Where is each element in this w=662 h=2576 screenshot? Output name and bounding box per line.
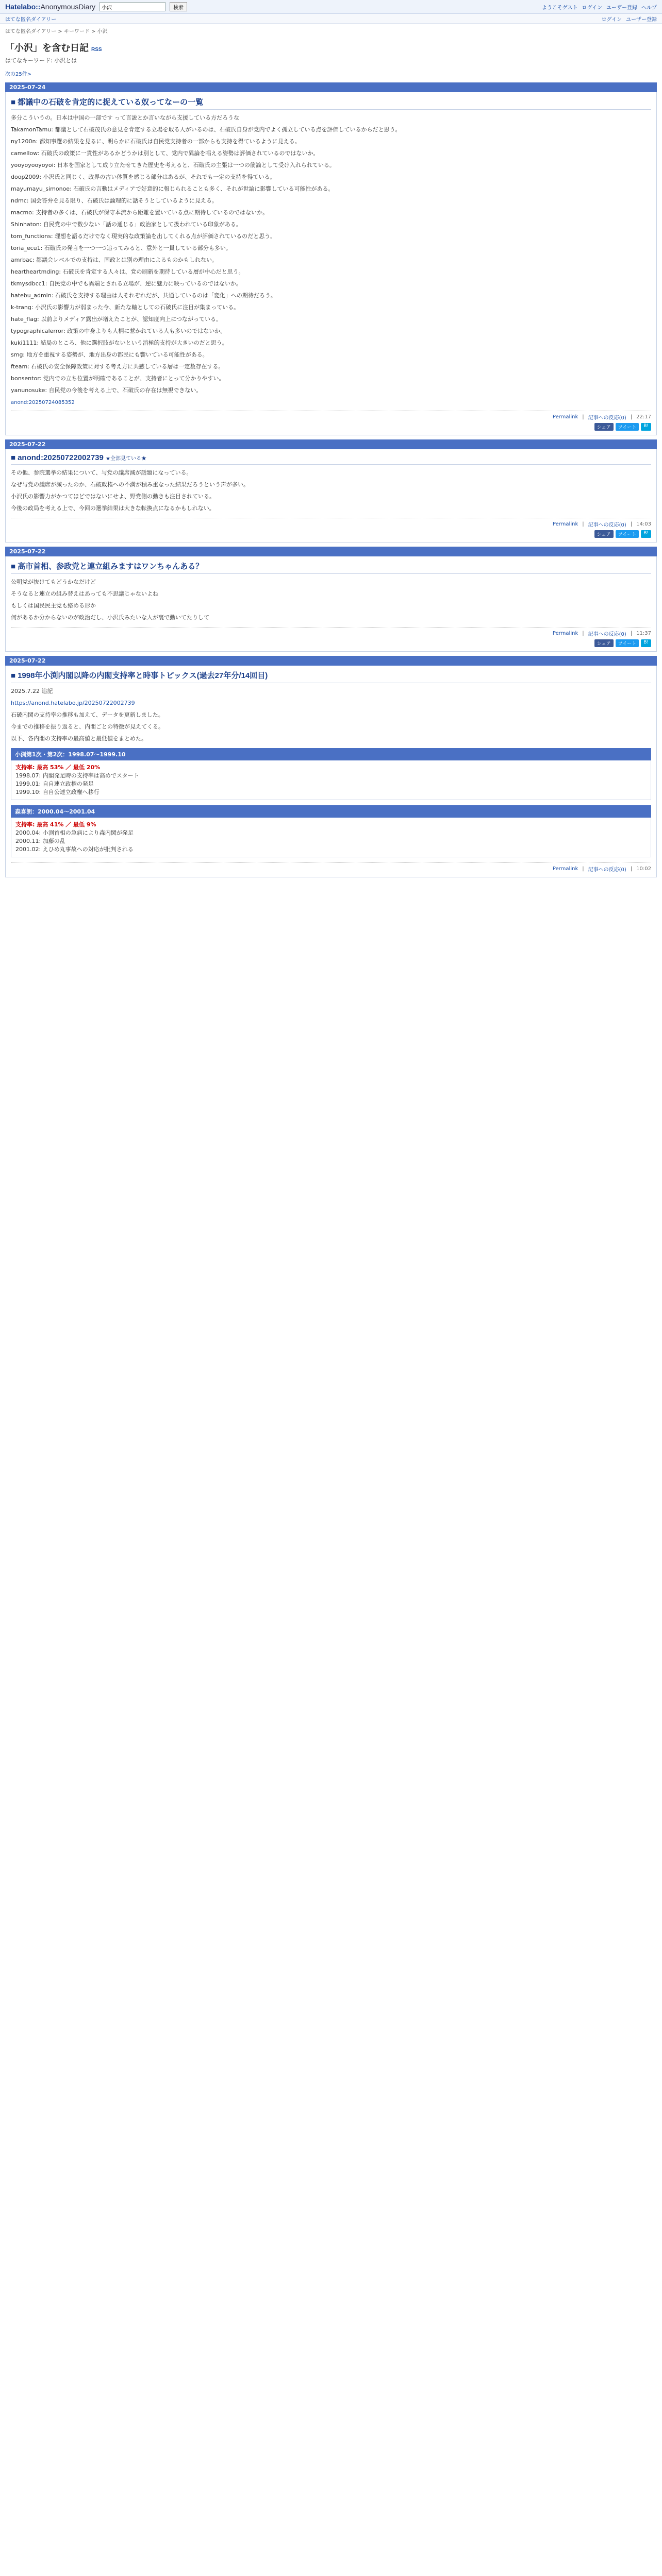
entry-link[interactable]: https://anond.hatelabo.jp/20250722002739 bbox=[11, 700, 135, 706]
reactions-link[interactable]: 記事への反応(0) bbox=[588, 867, 626, 873]
list-item: 1998.07: 内閣発足時の支持率は高めでスタート bbox=[15, 772, 139, 779]
date-header: 2025-07-22 bbox=[5, 656, 657, 666]
subbar-register-link[interactable]: ユーザー登録 bbox=[626, 16, 657, 23]
cabinet-note bbox=[11, 818, 651, 857]
paragraph: なぜ与党の議席が減ったのか、石破政権への不満が積み重なった結果だろうという声が多い。 bbox=[11, 481, 249, 488]
entry-body bbox=[11, 687, 651, 743]
page-title: 「小沢」を含む日記 RSS bbox=[5, 43, 102, 53]
paragraph: 今までの推移を振り返ると、内閣ごとの特徴が見えてくる。 bbox=[11, 723, 164, 730]
entry-footer: Permalink | 記事への反応(0) | 10:02 bbox=[11, 862, 651, 873]
tweet-button[interactable]: ツイート bbox=[616, 639, 639, 647]
paragraph: doop2009: 小沢氏と同じく、政界の古い体質を感じる部分はあるが、それでも一定の支持を得ている。 bbox=[11, 174, 276, 180]
search-button[interactable]: 検索 bbox=[170, 2, 187, 11]
paragraph: TakamonTamu: 都議として石破茂氏の意見を肯定する立場を取る人がいるのは、石破氏自身が党内でよく孤立している点を評価しているからだと思う。 bbox=[11, 126, 401, 133]
hatena-bookmark-button[interactable]: B! bbox=[641, 530, 651, 538]
paragraph: amrbac: 都議会レベルでの支持は、国政とは別の理由によるものかもしれない。 bbox=[11, 257, 218, 263]
approval-summary: 支持率: 最高 41% ／ 最低 9% bbox=[15, 821, 96, 828]
top-link-login[interactable]: ログイン bbox=[582, 5, 602, 11]
entry-body bbox=[11, 578, 651, 622]
entry-footer: Permalink | 記事への反応(0) | 11:37 bbox=[11, 627, 651, 637]
post-time: 10:02 bbox=[636, 866, 651, 872]
hatena-bookmark-button[interactable]: B! bbox=[641, 423, 651, 431]
entry-title[interactable]: ■ 都議中の石破を肯定的に捉えている奴ってなーの一覧 bbox=[11, 96, 651, 110]
paragraph: その他、参院選挙の結果について、与党の議席減が話題になっている。 bbox=[11, 469, 192, 476]
paragraph: そうなると連立の組み替えはあっても不思議じゃないよね bbox=[11, 590, 158, 597]
facebook-share-button[interactable]: シェア bbox=[594, 639, 614, 647]
subbar-login-link[interactable]: ログイン bbox=[601, 16, 622, 23]
paragraph: 小沢氏の影響力がかつてほどではないにせよ、野党側の動きも注目されている。 bbox=[11, 493, 215, 500]
entry bbox=[5, 556, 657, 652]
paragraph: 2025.7.22 追記 bbox=[11, 688, 53, 694]
paragraph bbox=[11, 699, 651, 707]
paragraph: fteam: 石破氏の安全保障政策に対する考え方に共感している層は一定数存在する。 bbox=[11, 363, 224, 370]
paragraph: kuki1111: 結局のところ、他に選択肢がないという消極的支持が大きいのだと思う。 bbox=[11, 340, 228, 346]
entry-title[interactable]: ■ anond:20250722002739 ★全部見ている★ bbox=[11, 453, 651, 465]
share-buttons bbox=[11, 530, 651, 538]
paragraph: hate_flag: 以前よりメディア露出が増えたことが、認知度向上につながっている。 bbox=[11, 316, 222, 323]
post-time: 14:03 bbox=[636, 521, 651, 527]
next-page-link[interactable]: 次の25件> bbox=[5, 72, 32, 77]
entry-body bbox=[11, 469, 651, 513]
date-header: 2025-07-22 bbox=[5, 439, 657, 449]
list-item: 2000.04: 小渕首相の急病により森内閣が発足 bbox=[15, 829, 134, 836]
trackback-link[interactable]: anond:20250724085352 bbox=[11, 400, 75, 405]
paragraph: Shinhaton: 自民党の中で数少ない「話の通じる」政治家として扱われている印象がある。 bbox=[11, 221, 242, 228]
hatena-bookmark-button[interactable]: B! bbox=[641, 639, 651, 647]
entry bbox=[5, 666, 657, 877]
paragraph: ny1200n: 都知事選の結果を見るに、明らかに石破氏は自民党支持者の一部からも支持を得ているように見える。 bbox=[11, 138, 301, 145]
paragraph: 何があるか分からないのが政治だし、小沢氏みたいな人が裏で動いてたりして bbox=[11, 614, 209, 621]
entry-title[interactable]: ■ 1998年小渕内閣以降の内閣支持率と時事トピックス(過去27年分/14回目) bbox=[11, 670, 651, 683]
reactions-link[interactable]: 記事への反応(0) bbox=[588, 522, 626, 528]
top-link-help[interactable]: ヘルプ bbox=[641, 5, 657, 11]
top-links bbox=[542, 3, 657, 11]
post-time: 11:37 bbox=[636, 631, 651, 636]
sub-bar bbox=[0, 14, 662, 24]
paragraph: yanunosuke: 自民党の今後を考える上で、石破氏の存在は無視できない。 bbox=[11, 387, 202, 394]
site-logo[interactable]: Hatelabo::AnonymousDiary bbox=[5, 3, 96, 11]
paragraph: macmo: 支持者の多くは、石破氏が保守本流から距離を置いている点に期待しているのではないか。 bbox=[11, 209, 269, 216]
paragraph: ndmc: 国会答弁を見る限り、石破氏は論理的に話そうとしているように見える。 bbox=[11, 197, 218, 204]
breadcrumb: はてな匿名ダイアリー > キーワード > 小沢 bbox=[5, 29, 108, 35]
tweet-button[interactable]: ツイート bbox=[616, 530, 639, 538]
date-header: 2025-07-22 bbox=[5, 547, 657, 556]
paragraph: toria_ecu1: 石破氏の発言を一つ一つ追ってみると、意外と一貫している部分も多い。 bbox=[11, 245, 231, 251]
permalink[interactable]: Permalink bbox=[552, 414, 578, 420]
paragraph: 多分こういうの。日本は中国の一部です って言説とか言いながら支援している方だろうな bbox=[11, 114, 240, 121]
paragraph: 公明党が抜けてもどうかなだけど bbox=[11, 579, 96, 585]
permalink[interactable]: Permalink bbox=[552, 866, 578, 872]
paragraph: mayumayu_simonoe: 石破氏の言動はメディアで好意的に報じられることも多く、それが世論に影響している可能性がある。 bbox=[11, 185, 334, 192]
section-mark-icon: ■ bbox=[11, 562, 16, 571]
entry bbox=[5, 449, 657, 543]
paragraph: smg: 地方を重視する姿勢が、地方出身の都民にも響いている可能性がある。 bbox=[11, 351, 208, 358]
list-item: 2001.02: えひめ丸事故への対応が批判される bbox=[15, 846, 134, 853]
section-mark-icon: ■ bbox=[11, 453, 16, 462]
paragraph: heartheartmding: 石破氏を肯定する人々は、党の刷新を期待している層が中心だと思う。 bbox=[11, 268, 244, 275]
date-header: 2025-07-24 bbox=[5, 82, 657, 92]
approval-summary: 支持率: 最高 53% ／ 最低 20% bbox=[15, 764, 101, 771]
permalink[interactable]: Permalink bbox=[552, 631, 578, 636]
list-item: 1999.01: 自自連立政権の発足 bbox=[15, 781, 94, 787]
cabinet-note bbox=[11, 760, 651, 800]
title-suffix: ★全部見ている★ bbox=[106, 456, 146, 462]
paragraph: hatebu_admin: 石破氏を支持する理由は人それぞれだが、共通しているのは「変化」への期待だろう。 bbox=[11, 292, 276, 299]
main-content bbox=[5, 24, 657, 877]
reactions-link[interactable]: 記事への反応(0) bbox=[588, 632, 626, 637]
paragraph: 今後の政局を考える上で、今回の選挙結果は大きな転換点になるかもしれない。 bbox=[11, 505, 215, 512]
entry-title[interactable]: ■ 高市首相、参政党と連立組みますはワンちゃんある？ bbox=[11, 561, 651, 574]
paragraph: tkmysdbcc1: 自民党の中でも異端とされる立場が、逆に魅力に映っているのではないか。 bbox=[11, 280, 242, 287]
cabinet-header: 森喜朗：2000.04〜2001.04 bbox=[11, 805, 651, 818]
facebook-share-button[interactable]: シェア bbox=[594, 423, 614, 431]
paragraph: bonsentor: 党内での立ち位置が明確であることが、支持者にとって分かりやすい。 bbox=[11, 375, 225, 382]
paragraph: camellow: 石破氏の政策に一貫性があるかどうかは別として、党内で異論を唱える姿勢は評価されているのではないか。 bbox=[11, 150, 319, 157]
keyword-line: はてなキーワード: 小沢とは bbox=[5, 57, 77, 64]
share-buttons bbox=[11, 639, 651, 647]
paragraph: 以下、各内閣の支持率の最高値と最低値をまとめた。 bbox=[11, 735, 147, 742]
tweet-button[interactable]: ツイート bbox=[616, 423, 639, 431]
facebook-share-button[interactable]: シェア bbox=[594, 530, 614, 538]
search-input[interactable] bbox=[100, 2, 166, 11]
entry bbox=[5, 92, 657, 435]
subbar-home-link[interactable]: はてな匿名ダイアリー bbox=[5, 16, 57, 23]
post-time: 22:17 bbox=[636, 414, 651, 420]
top-link-register[interactable]: ユーザー登録 bbox=[606, 5, 637, 11]
paragraph: k-trang: 小沢氏の影響力が弱まった今、新たな軸としての石破氏に注目が集まっている。 bbox=[11, 304, 240, 311]
section-mark-icon: ■ bbox=[11, 98, 16, 107]
top-link-welcome[interactable]: ようこそゲスト bbox=[541, 5, 578, 11]
paragraph: もしくは国民民主党も絡める形か bbox=[11, 602, 96, 609]
entry-body bbox=[11, 114, 651, 395]
entry-footer: Permalink | 記事への反応(0) | 14:03 bbox=[11, 518, 651, 528]
paragraph: tom_functions: 理想を語るだけでなく現実的な政策論を出してくれる点が評価されているのだと思う。 bbox=[11, 233, 276, 240]
paragraph: 石破内閣の支持率の推移も加えて、データを更新しました。 bbox=[11, 711, 164, 718]
permalink[interactable]: Permalink bbox=[552, 521, 578, 527]
cabinet-header: 小渕第1次・第2次：1998.07〜1999.10 bbox=[11, 748, 651, 760]
section-mark-icon: ■ bbox=[11, 671, 16, 680]
paragraph: typographicalerror: 政策の中身よりも人柄に惹かれている人も多いのではないか。 bbox=[11, 328, 226, 334]
paragraph: yooyoyooyoyoi: 日本を国家として成り立たせてきた歴史を考えると、石破氏の主張は一つの筋論として受け入れられている。 bbox=[11, 162, 335, 168]
share-buttons bbox=[11, 423, 651, 431]
list-item: 2000.11: 加藤の乱 bbox=[15, 838, 65, 844]
rss-link[interactable]: RSS bbox=[91, 47, 102, 53]
list-item: 1999.10: 自自公連立政権へ移行 bbox=[15, 789, 100, 795]
top-bar bbox=[0, 0, 662, 14]
entry-footer: Permalink | 記事への反応(0) | 22:17 bbox=[11, 411, 651, 421]
reactions-link[interactable]: 記事への反応(0) bbox=[588, 415, 626, 421]
